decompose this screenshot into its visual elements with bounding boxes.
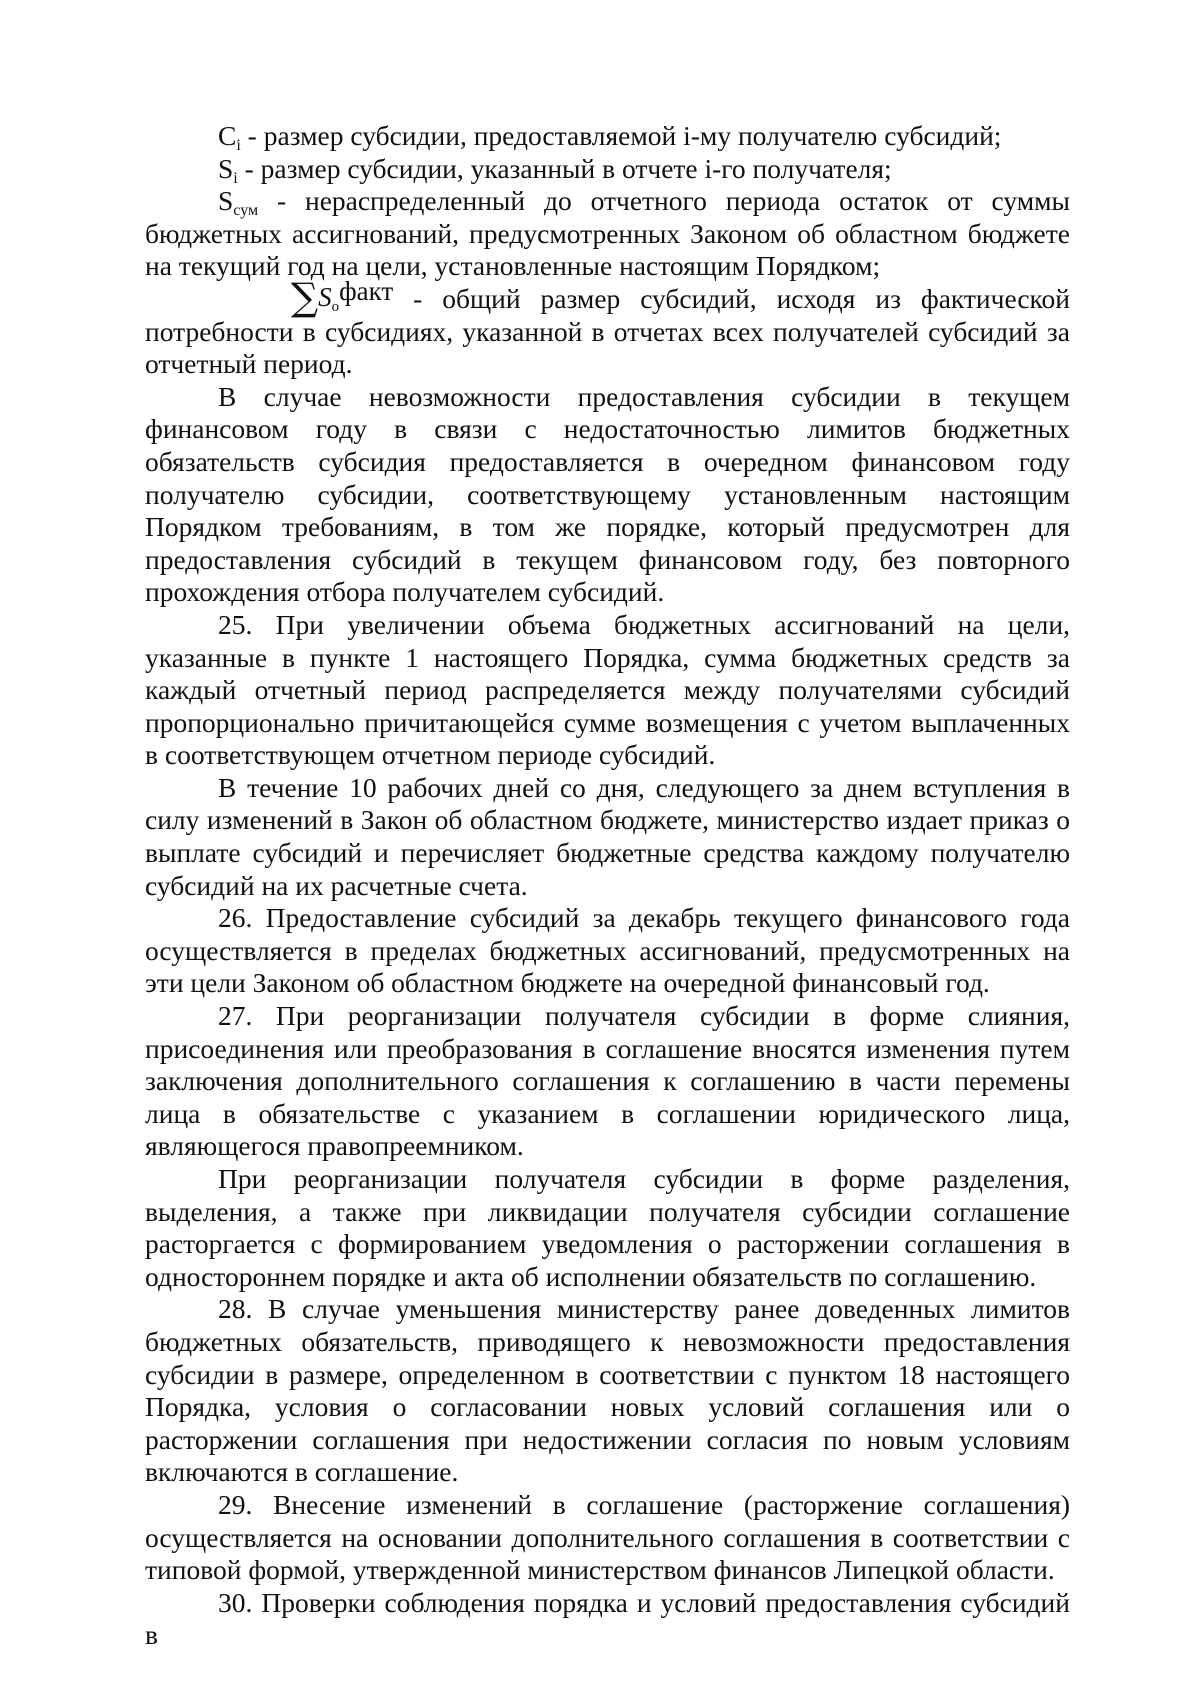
definition-text: - общий размер субсидий, исходя из фактической потребности в субсидиях, указанной в отчетах всех получателей субсидий за отчетный период. xyxy=(145,282,1070,380)
symbol: S xyxy=(218,152,234,184)
definition-text: - размер субсидии, указанный в отчете i-го получателя; xyxy=(237,152,892,184)
definition-text: - размер субсидии, предоставляемой i-му получателю субсидий; xyxy=(240,120,1002,151)
paragraph-27: 27. При реорганизации получателя субсидии в форме слияния, присоединения или преобразования в соглашение вносятся изменения путем заключения дополнительного соглашения к соглашению в части перемены лица в обязательстве с указанием в соглашении юридического лица, являющегося правопреемником. xyxy=(145,1000,1070,1162)
document-page xyxy=(145,120,1070,1652)
symbol-suffix: факт xyxy=(339,275,394,306)
paragraph-30: 30. Проверки соблюдения порядка и условий предоставления субсидий в xyxy=(145,1586,1070,1651)
sigma-symbol: ∑ xyxy=(291,274,319,319)
symbol: C xyxy=(218,120,237,151)
paragraph-29: 29. Внесение изменений в соглашение (расторжение соглашения) осуществляется на основании дополнительного соглашения в соответствии с типовой формой, утвержденной министерством финансов Липецкой области. xyxy=(145,1488,1070,1586)
definition-ci xyxy=(145,120,1070,153)
symbol-subscript: о xyxy=(331,298,340,315)
paragraph-insufficient-limits: В случае невозможности предоставления субсидии в текущем финансовом году в связи с недостаточностью лимитов бюджетных обязательств субсидия предоставляется в очередном финансовом году получателю субсидии, соответствующему установленным настоящим Порядком требованиям, в том же порядке, который предусмотрен для предоставления субсидий в текущем финансовом году, без повторного прохождения отбора получателем субсидий. xyxy=(145,380,1070,608)
definition-si xyxy=(145,153,1070,186)
paragraph-25-deadline: В течение 10 рабочих дней со дня, следующего за днем вступления в силу изменений в Закон об областном бюджете, министерство издает приказ о выплате субсидий и перечисляет бюджетные средства каждому получателю субсидий на их расчетные счета. xyxy=(145,771,1070,901)
symbol-subscript: i xyxy=(236,137,241,154)
definition-ssum xyxy=(145,185,1070,283)
symbol: S xyxy=(218,185,234,217)
definition-sum-fact xyxy=(145,274,1070,381)
paragraph-25: 25. При увеличении объема бюджетных ассигнований на цели, указанные в пункте 1 настоящего Порядка, сумма бюджетных средств за каждый отчетный период распределяется между получателями субсидий пропорционально причитающейся сумме возмещения с учетом выплаченных в соответствующем отчетном периоде субсидий. xyxy=(145,608,1070,771)
symbol: S xyxy=(318,281,332,312)
symbol-subscript: сум xyxy=(233,202,259,220)
paragraph-27-division: При реорганизации получателя субсидии в форме разделения, выделения, а также при ликвидации получателя субсидии соглашение расторгается с формированием уведомления о расторжении соглашения в одностороннем порядке и акта об исполнении обязательств по соглашению. xyxy=(145,1163,1070,1292)
symbol-subscript: i xyxy=(233,169,238,187)
paragraph-28: 28. В случае уменьшения министерству ранее доведенных лимитов бюджетных обязательств, приводящего к невозможности предоставления субсидии в размере, определенном в соответствии с пунктом 18 настоящего Порядка, условия о согласовании новых условий соглашения или о расторжении соглашения при недостижении согласия по новым условиям включаются в соглашение. xyxy=(145,1293,1070,1488)
definition-text: - нераспределенный до отчетного периода остаток от суммы бюджетных ассигнований, предусмотренных Законом об областном бюджете на текущий год на цели, установленные настоящим Порядком; xyxy=(145,185,1070,282)
sum-formula xyxy=(218,274,394,319)
paragraph-26: 26. Предоставление субсидий за декабрь текущего финансового года осуществляется в пределах бюджетных ассигнований, предусмотренных на эти цели Законом об областном бюджете на очередной финансовый год. xyxy=(145,902,1070,999)
